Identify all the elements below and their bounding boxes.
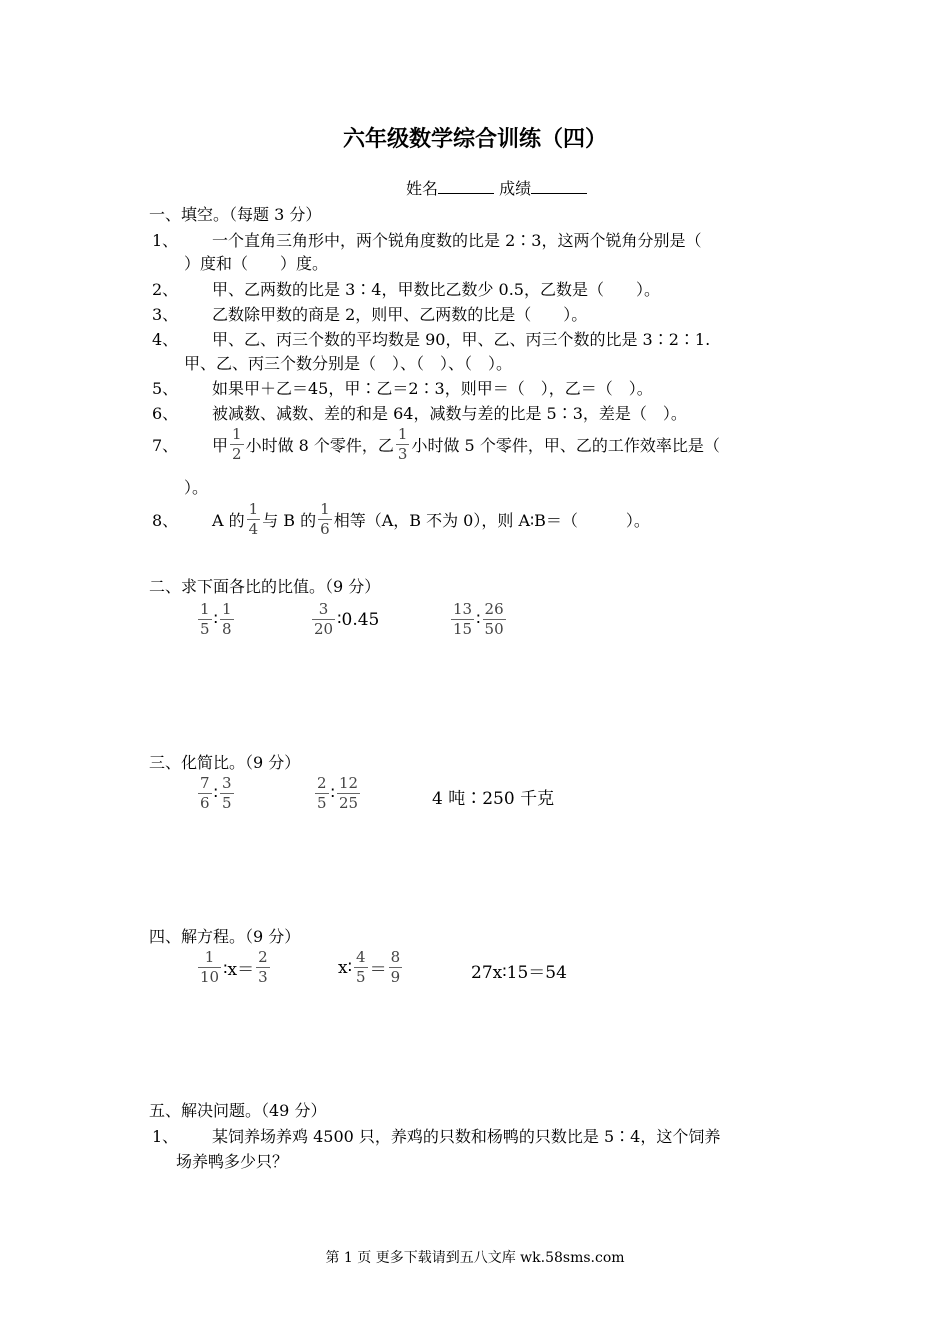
numerator: 1 [221,600,232,618]
question-text: 如果甲＋乙＝45，甲∶乙＝2∶3，则甲＝（ ），乙＝（ ）。 [212,379,653,398]
fraction [354,948,368,987]
question-1-4 [152,327,710,350]
ratio-expr-2-2 [310,600,379,639]
fraction [451,600,474,639]
question-text-c: 相等（A，B 不为 0），则 A∶B＝（ ）。 [333,511,650,530]
fraction [198,774,212,813]
question-1-1 [152,228,701,251]
ratio-expr-3-2 [313,774,362,813]
denominator: 6 [320,520,330,538]
section3-heading: 三、化简比。（9 分） [149,753,301,772]
denominator: 6 [200,794,210,812]
numerator: 13 [453,600,473,618]
denominator: 15 [453,620,473,638]
name-label: 姓名 [406,179,439,198]
question-1-5 [152,376,653,399]
question-5-1 [152,1124,720,1147]
numerator: 1 [200,600,210,618]
question-1-8 [152,500,650,539]
numerator: 7 [200,774,210,792]
question-number: 2、 [152,280,179,299]
ratio-colon: ∶ [330,783,335,804]
question-text: 某饲养场养鸡 4500 只，养鸡的只数和杨鸭的只数比是 5∶4，这个饲养 [212,1127,721,1146]
section1-heading: 一、填空。（每题 3 分） [149,205,322,224]
denominator: 3 [258,968,268,986]
equation-mid: ＝ [369,960,387,980]
question-1-7 [152,425,720,464]
numerator: 1 [204,948,215,966]
numerator: 4 [356,948,366,966]
denominator: 9 [390,968,401,986]
ratio-expr-3-3: 4 吨∶250 千克 [432,789,555,809]
question-5-1-cont: 场养鸭多少只？ [176,1152,289,1171]
numerator: 3 [318,600,329,618]
equation-pre: x∶ [338,957,353,978]
fraction [318,500,332,539]
question-1-1-cont: ）度和（ ）度。 [184,254,329,273]
question-number: 1、 [152,1127,179,1146]
numerator: 1 [320,500,330,518]
equation-mid: ∶x＝ [223,960,255,980]
page-title: 六年级数学综合训练（四） [342,126,607,152]
ratio-colon: ∶ [476,609,481,630]
denominator: 10 [200,968,220,986]
question-number: 5、 [152,379,179,398]
numerator: 12 [338,774,359,792]
page-footer: 第 1 页 更多下载请到五八文库 wk.58sms.com [325,1250,625,1266]
score-blank[interactable] [531,178,587,194]
question-number: 6、 [152,404,179,423]
numerator: 2 [317,774,327,792]
ratio-colon: ∶ [213,783,218,804]
fraction [337,774,360,813]
question-text: 乙数除甲数的商是 2，则甲、乙两数的比是（ ）。 [212,305,588,324]
ratio-expr-2-3 [449,600,508,639]
ratio-colon: ∶ [213,609,218,630]
fraction [396,425,410,464]
denominator: 20 [314,620,334,638]
question-number: 7、 [152,436,179,455]
fraction [230,425,244,464]
question-text-a: A 的 [212,511,245,530]
ratio-expr-3-1 [196,774,236,813]
question-1-7-cont: ）。 [184,478,209,497]
question-text-a: 甲 [212,436,229,455]
student-info [406,176,587,199]
ratio-tail: ∶0.45 [337,609,380,630]
fraction [220,600,234,639]
denominator: 50 [484,620,504,638]
fraction [312,600,335,639]
numerator: 8 [390,948,401,966]
denominator: 5 [356,968,366,986]
denominator: 5 [221,794,232,812]
denominator: 5 [317,794,327,812]
denominator: 3 [397,445,408,463]
question-number: 4、 [152,330,179,349]
question-text: 一个直角三角形中，两个锐角度数的比是 2∶3，这两个锐角分别是（ [212,231,702,250]
name-blank[interactable] [438,178,494,194]
equation-4-3: 27x∶15＝54 [471,963,567,983]
fraction [198,600,212,639]
equation-4-1 [196,948,272,987]
question-text: 甲、乙、丙三个数的平均数是 90，甲、乙、丙三个数的比是 3∶2∶1. [212,330,711,349]
numerator: 1 [248,500,259,518]
question-text-b: 小时做 8 个零件，乙 [245,436,394,455]
fraction [315,774,329,813]
question-1-3 [152,302,587,325]
question-1-2 [152,277,660,300]
fraction [220,774,234,813]
question-text: 被减数、减数、差的和是 64，减数与差的比是 5∶3，差是（ ）。 [212,404,687,423]
fraction [389,948,403,987]
fraction [483,600,506,639]
fraction [256,948,270,987]
ratio-expr-2-1 [196,600,236,639]
score-label: 成绩 [499,179,532,198]
denominator: 2 [232,445,242,463]
fraction [247,500,261,539]
question-number: 1、 [152,231,179,250]
numerator: 1 [397,425,408,443]
numerator: 26 [484,600,504,618]
question-text-c: 小时做 5 个零件，甲、乙的工作效率比是（ [411,436,720,455]
question-number: 8、 [152,511,179,530]
numerator: 1 [232,425,242,443]
equation-4-2 [338,948,404,987]
numerator: 3 [221,774,232,792]
section5-heading: 五、解决问题。（49 分） [149,1101,327,1120]
question-text: 甲、乙两数的比是 3∶4，甲数比乙数少 0.5，乙数是（ ）。 [212,280,660,299]
question-number: 3、 [152,305,179,324]
denominator: 5 [200,620,210,638]
question-1-4-cont: 甲、乙、丙三个数分别是（ ）、（ ）、（ ）。 [184,354,513,373]
fraction [198,948,221,987]
denominator: 25 [338,794,359,812]
section2-heading: 二、求下面各比的比值。（9 分） [149,577,381,596]
numerator: 2 [258,948,268,966]
question-1-6 [152,401,687,424]
section4-heading: 四、解方程。（9 分） [149,927,301,946]
denominator: 4 [248,520,259,538]
question-text-b: 与 B 的 [262,511,317,530]
denominator: 8 [221,620,232,638]
